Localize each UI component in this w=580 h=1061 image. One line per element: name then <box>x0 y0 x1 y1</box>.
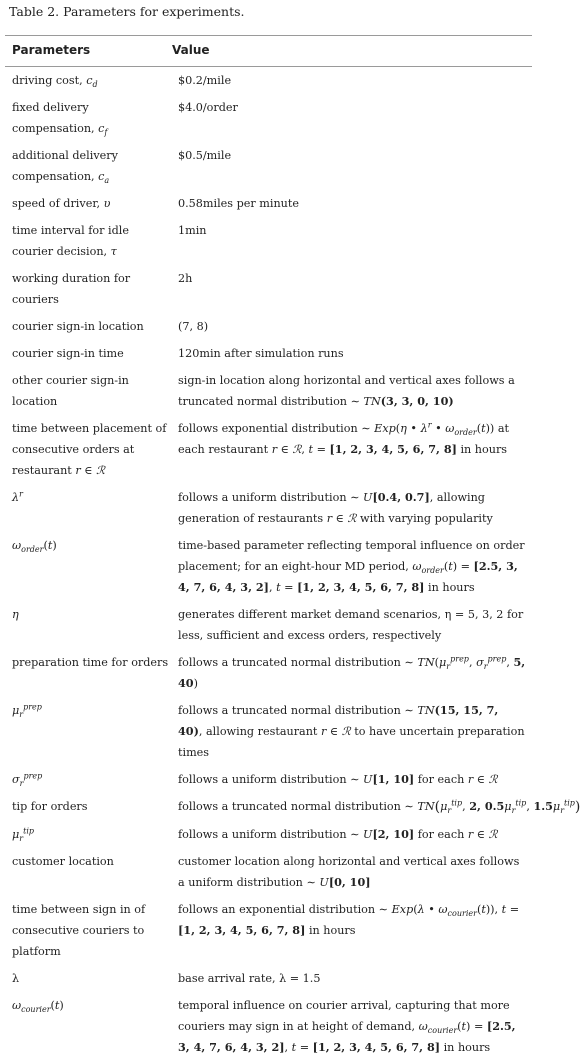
value-cell: follows a truncated normal distribution ∼ TN(15, 15, 7, 40), allowing restaurant r ∈ ℛ to have uncertain preparation times <box>178 703 525 759</box>
table-row <box>5 965 532 992</box>
value-cell: time-based parameter reflecting temporal influence on order placement; for an eight-hour MD period, $\omega_{order}(t) = [2.5$, 3, 4, 7, 6, 4, 3, 2], t = [1, 2, 3, 4, 5, 6, 7, 8] in hours <box>178 539 525 594</box>
param-cell: fixed delivery compensation, $c_f$ <box>12 101 108 138</box>
header-value: Value <box>172 43 210 57</box>
value-cell: 1min <box>178 224 207 237</box>
param-cell: $\omega_{courier}(t)$ <box>12 999 64 1015</box>
param-cell: time between placement of consecutive orders at restaurant r ∈ ℛ <box>12 422 167 477</box>
top-rule <box>5 35 532 36</box>
param-cell: courier sign-in time <box>12 347 124 360</box>
param-cell: driving cost, $c_d$ <box>12 74 98 90</box>
header-parameters: Parameters <box>12 43 91 57</box>
param-cell: $\mu_r^{prep}$ <box>12 702 42 720</box>
value-cell: $0.2/mile <box>178 74 232 87</box>
table-row <box>5 649 532 697</box>
table-row <box>5 896 532 965</box>
table-row <box>5 766 532 793</box>
value-cell: follows a uniform distribution ∼ U[2, 10] for each r ∈ ℛ <box>178 827 498 841</box>
table-caption: Table 2. Parameters for experiments. <box>9 4 245 19</box>
param-cell: preparation time for orders <box>12 656 169 669</box>
param-cell: $\mu_r^{tip}$ <box>12 826 35 844</box>
param-cell: λ <box>12 972 20 985</box>
param-cell: speed of driver, υ <box>12 197 111 210</box>
value-cell: follows exponential distribution ∼ Exp(η • $\lambda^r$ • $\omega_{order}(t)$) at each restaurant r ∈ ℛ, t = [1, 2, 3, 4, 5, 6, 7, 8] in hours <box>178 420 510 456</box>
table-row <box>5 532 532 601</box>
table-row <box>5 821 532 848</box>
value-cell: follows a uniform distribution ∼ U[0.4, 0.7], allowing generation of restaurants r ∈ ℛ with varying popularity <box>178 490 493 525</box>
param-cell: $\omega_{order}(t)$ <box>12 539 57 555</box>
param-cell: tip for orders <box>12 800 88 813</box>
param-cell: other courier sign-in location <box>12 374 129 408</box>
table-row <box>5 340 532 367</box>
param-cell: time between sign in of consecutive couriers to platform <box>12 903 146 958</box>
table-row <box>5 848 532 896</box>
table-row <box>5 415 532 484</box>
value-cell: follows a truncated normal distribution ∼ $TN(\mu_r^{prep}$, $\sigma_r^{prep}$, 5, 40) <box>178 654 526 690</box>
param-cell: η <box>12 608 19 621</box>
value-cell: 2h <box>178 272 193 285</box>
table-row <box>5 367 532 415</box>
table-row <box>5 992 532 1061</box>
value-cell: follows an exponential distribution ∼ Exp(λ • $\omega_{courier}(t)$), t = [1, 2, 3, 4, 5, 6, 7, 8] in hours <box>178 903 520 937</box>
value-cell: $0.5/mile <box>178 149 232 162</box>
value-cell: follows a uniform distribution ∼ U[1, 10] for each r ∈ ℛ <box>178 772 498 786</box>
table-row <box>5 265 532 313</box>
param-cell: $\lambda^r$ <box>12 489 23 504</box>
table-row <box>5 94 532 142</box>
param-cell: courier sign-in location <box>12 320 144 333</box>
table-row <box>5 313 532 340</box>
table-row <box>5 601 532 649</box>
value-cell: base arrival rate, λ = 1.5 <box>178 972 321 985</box>
value-cell: 120min after simulation runs <box>178 347 344 360</box>
value-cell: $4.0/order <box>178 101 238 114</box>
param-cell: time interval for idle courier decision, τ <box>12 224 129 258</box>
table-row <box>5 697 532 766</box>
table-row <box>5 484 532 532</box>
table-row <box>5 217 532 265</box>
value-cell: customer location along horizontal and vertical axes follows a uniform distribution ∼ U[0, 10] <box>178 855 520 889</box>
param-cell: $\sigma_r^{prep}$ <box>12 771 43 789</box>
value-cell: (7, 8) <box>178 320 209 333</box>
parameters-table <box>5 67 580 1061</box>
param-cell: additional delivery compensation, $c_a$ <box>12 149 118 186</box>
value-cell: temporal influence on courier arrival, capturing that more couriers may sign in at height of demand, $\omega_{courier}(t) = [2.5$, 3, 4, 7, 6, 4, 3, 2], t = [1, 2, 3, 4, 5, 6, 7, 8] in hours <box>178 999 516 1054</box>
value-cell: generates different market demand scenarios, η = 5, 3, 2 for less, sufficient and excess orders, respectively <box>178 608 524 642</box>
value-cell: sign-in location along horizontal and vertical axes follows a truncated normal distribution ∼ TN(3, 3, 0, 10) <box>178 374 515 408</box>
table-row <box>5 190 532 217</box>
table-row <box>5 67 532 94</box>
table-row <box>5 142 532 190</box>
param-cell: working duration for couriers <box>12 272 131 306</box>
value-cell: 0.58miles per minute <box>178 197 299 210</box>
value-cell: follows a truncated normal distribution ∼ $TN(\mu_r^{tip}$, 2, $0.5\mu_r^{tip}$, $1.5\mu_r^{tip}$) <box>178 798 580 816</box>
param-cell: customer location <box>12 855 114 868</box>
table-row <box>5 793 532 821</box>
